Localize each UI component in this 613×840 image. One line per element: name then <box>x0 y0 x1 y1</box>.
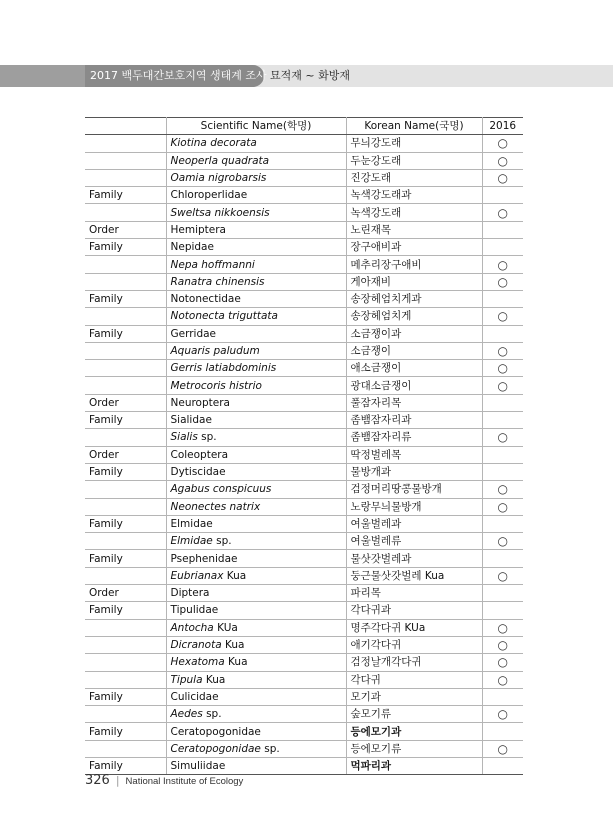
table-row <box>85 221 523 238</box>
scientific-name-cell <box>166 740 346 757</box>
scientific-name: Hemiptera <box>170 223 226 236</box>
presence-2016 <box>482 515 523 532</box>
scientific-name: Notonectidae <box>170 293 241 306</box>
scientific-name-cell <box>166 550 346 567</box>
taxon-rank <box>85 619 166 636</box>
taxon-rank <box>85 740 166 757</box>
taxon-rank <box>85 204 166 221</box>
scientific-name-cell <box>166 619 346 636</box>
taxon-rank: Family <box>85 187 166 204</box>
scientific-name-cell <box>166 481 346 498</box>
table-row <box>85 481 523 498</box>
korean-name: 각다귀 <box>346 671 482 688</box>
taxon-rank: Family <box>85 325 166 342</box>
taxon-rank: Order <box>85 446 166 463</box>
scientific-name: Antocha <box>170 621 214 634</box>
presence-2016: ○ <box>482 481 523 498</box>
taxon-rank <box>85 152 166 169</box>
institute-name: National Institute of Ecology <box>125 776 244 787</box>
taxon-rank: Family <box>85 290 166 307</box>
table-row <box>85 377 523 394</box>
table-row <box>85 688 523 705</box>
presence-2016: ○ <box>482 377 523 394</box>
presence-2016 <box>482 221 523 238</box>
scientific-name: Chloroperlidae <box>170 189 248 202</box>
presence-2016 <box>482 585 523 602</box>
taxon-rank <box>85 169 166 186</box>
korean-name: 각다귀과 <box>346 602 482 619</box>
presence-2016: ○ <box>482 273 523 290</box>
korean-name: 등에모기류 <box>346 740 482 757</box>
presence-2016: ○ <box>482 308 523 325</box>
table-row <box>85 446 523 463</box>
presence-2016 <box>482 187 523 204</box>
taxon-rank: Family <box>85 515 166 532</box>
table-row <box>85 706 523 723</box>
korean-name: 물방개과 <box>346 463 482 480</box>
presence-2016: ○ <box>482 169 523 186</box>
korean-name: 딱정벌레목 <box>346 446 482 463</box>
korean-name: 녹색강도래과 <box>346 187 482 204</box>
korean-name: 여울벌레류 <box>346 533 482 550</box>
presence-2016 <box>482 290 523 307</box>
scientific-name-qualifier: sp. <box>197 431 217 444</box>
scientific-name: Kiotina decorata <box>170 137 257 150</box>
footer-separator: | <box>115 774 120 787</box>
scientific-name-cell <box>166 290 346 307</box>
korean-name: 좀뱀잠자리과 <box>346 412 482 429</box>
scientific-name-cell <box>166 463 346 480</box>
presence-2016: ○ <box>482 342 523 359</box>
scientific-name: Aedes <box>170 708 203 721</box>
presence-2016 <box>482 394 523 411</box>
scientific-name-cell <box>166 239 346 256</box>
taxon-rank <box>85 360 166 377</box>
scientific-name: Ceratopogonidae <box>170 725 261 738</box>
scientific-name: Dicranota <box>170 639 222 652</box>
scientific-name: Neonectes natrix <box>170 500 261 513</box>
table-row <box>85 360 523 377</box>
presence-2016 <box>482 602 523 619</box>
scientific-name-cell <box>166 706 346 723</box>
korean-name: 풀잠자리목 <box>346 394 482 411</box>
taxon-rank: Family <box>85 550 166 567</box>
presence-2016: ○ <box>482 360 523 377</box>
scientific-name-cell <box>166 325 346 342</box>
taxon-rank: Family <box>85 602 166 619</box>
scientific-name: Elmidae <box>170 535 213 548</box>
taxon-rank <box>85 273 166 290</box>
korean-name: 파리목 <box>346 585 482 602</box>
scientific-name-cell <box>166 429 346 446</box>
table-row <box>85 342 523 359</box>
running-header <box>0 65 613 87</box>
taxon-rank <box>85 671 166 688</box>
korean-name: 모기과 <box>346 688 482 705</box>
korean-name: 노랑무늬물방개 <box>346 498 482 515</box>
scientific-name-qualifier: sp. <box>202 708 222 721</box>
scientific-name-qualifier: KUa <box>213 621 238 634</box>
korean-name: 검정머리땅콩물방개 <box>346 481 482 498</box>
scientific-name-qualifier: sp. <box>260 742 280 755</box>
korean-name: 노린재목 <box>346 221 482 238</box>
species-table <box>85 117 523 775</box>
scientific-name: Notonecta triguttata <box>170 310 278 323</box>
scientific-name: Culicidae <box>170 690 219 703</box>
taxon-rank <box>85 706 166 723</box>
presence-2016: ○ <box>482 533 523 550</box>
taxon-rank <box>85 256 166 273</box>
korean-name: 검정날개각다귀 <box>346 654 482 671</box>
table-row <box>85 671 523 688</box>
scientific-name: Metrocoris histrio <box>170 379 262 392</box>
table-row <box>85 412 523 429</box>
taxon-rank: Family <box>85 757 166 774</box>
presence-2016: ○ <box>482 135 523 152</box>
scientific-name: Oamia nigrobarsis <box>170 172 267 185</box>
table-row <box>85 498 523 515</box>
presence-2016: ○ <box>482 619 523 636</box>
scientific-name: Neuroptera <box>170 396 230 409</box>
scientific-name: Tipulidae <box>170 604 219 617</box>
table-row <box>85 585 523 602</box>
scientific-name-qualifier: Kua <box>221 639 245 652</box>
table-row <box>85 515 523 532</box>
table-row <box>85 619 523 636</box>
table-row <box>85 654 523 671</box>
presence-2016 <box>482 550 523 567</box>
scientific-name-cell <box>166 498 346 515</box>
presence-2016 <box>482 688 523 705</box>
presence-2016: ○ <box>482 256 523 273</box>
page-number: 326 <box>85 773 110 788</box>
table-row <box>85 308 523 325</box>
taxon-rank <box>85 636 166 653</box>
taxon-rank <box>85 342 166 359</box>
korean-name: 소금쟁이과 <box>346 325 482 342</box>
scientific-name: Dytiscidae <box>170 466 226 479</box>
table-row <box>85 394 523 411</box>
scientific-name-cell <box>166 654 346 671</box>
scientific-name: Sialis <box>170 431 198 444</box>
table-row <box>85 636 523 653</box>
scientific-name-cell <box>166 152 346 169</box>
scientific-name-cell <box>166 602 346 619</box>
page-footer <box>85 773 243 788</box>
taxon-rank <box>85 308 166 325</box>
korean-name: 장구애비과 <box>346 239 482 256</box>
presence-2016 <box>482 325 523 342</box>
table-row <box>85 273 523 290</box>
scientific-name: Gerris latiabdominis <box>170 362 277 375</box>
korean-name: 송장헤엄치게 <box>346 308 482 325</box>
scientific-name-cell <box>166 394 346 411</box>
presence-2016: ○ <box>482 204 523 221</box>
korean-name: 여울벌레과 <box>346 515 482 532</box>
scientific-name: Tipula <box>170 673 203 686</box>
scientific-name-cell <box>166 169 346 186</box>
scientific-name-cell <box>166 671 346 688</box>
scientific-name: Simuliidae <box>170 760 226 773</box>
scientific-name-cell <box>166 256 346 273</box>
presence-2016 <box>482 412 523 429</box>
presence-2016 <box>482 446 523 463</box>
scientific-name: Nepidae <box>170 241 214 254</box>
presence-2016 <box>482 723 523 740</box>
section-title <box>270 65 350 87</box>
korean-name: 무늬강도래 <box>346 135 482 152</box>
taxon-rank: Order <box>85 585 166 602</box>
scientific-name-cell <box>166 308 346 325</box>
korean-name: 둥근물삿갓벌레 Kua <box>346 567 482 584</box>
table-row <box>85 239 523 256</box>
korean-name: 진강도래 <box>346 169 482 186</box>
scientific-name: Sialidae <box>170 414 212 427</box>
presence-2016: ○ <box>482 567 523 584</box>
korean-name: 명주각다귀 KUa <box>346 619 482 636</box>
scientific-name: Ceratopogonidae <box>170 742 261 755</box>
taxon-rank <box>85 135 166 152</box>
taxon-rank <box>85 567 166 584</box>
taxon-rank: Order <box>85 221 166 238</box>
taxon-rank <box>85 533 166 550</box>
scientific-name: Agabus conspicuus <box>170 483 272 496</box>
presence-2016: ○ <box>482 636 523 653</box>
table-row <box>85 152 523 169</box>
table-row <box>85 187 523 204</box>
presence-2016 <box>482 757 523 774</box>
scientific-name-qualifier: Kua <box>202 673 226 686</box>
scientific-name-cell <box>166 567 346 584</box>
scientific-name: Elmidae <box>170 517 213 530</box>
taxon-rank <box>85 377 166 394</box>
scientific-name-cell <box>166 688 346 705</box>
korean-name: 소금쟁이 <box>346 342 482 359</box>
section-end: 화방재 <box>318 69 350 82</box>
korean-name: 메추리장구애비 <box>346 256 482 273</box>
korean-name: 숲모기류 <box>346 706 482 723</box>
presence-2016: ○ <box>482 671 523 688</box>
scientific-name-qualifier: sp. <box>212 535 232 548</box>
col-header-korean-name: Korean Name(국명) <box>346 118 482 135</box>
scientific-name: Psephenidae <box>170 552 238 565</box>
section-start: 묘적재 <box>270 69 302 82</box>
scientific-name-cell <box>166 446 346 463</box>
table-row <box>85 290 523 307</box>
table-row <box>85 325 523 342</box>
korean-name: 물삿갓벌레과 <box>346 550 482 567</box>
taxon-rank <box>85 498 166 515</box>
scientific-name-cell <box>166 187 346 204</box>
scientific-name-cell <box>166 377 346 394</box>
table-row <box>85 429 523 446</box>
scientific-name-cell <box>166 342 346 359</box>
presence-2016 <box>482 463 523 480</box>
table-row <box>85 204 523 221</box>
table-row <box>85 550 523 567</box>
presence-2016: ○ <box>482 152 523 169</box>
korean-name: 좀뱀잠자리류 <box>346 429 482 446</box>
table-row <box>85 169 523 186</box>
table-row <box>85 602 523 619</box>
korean-name: 애소금쟁이 <box>346 360 482 377</box>
scientific-name: Nepa hoffmanni <box>170 258 255 271</box>
section-tilde: ~ <box>305 69 315 82</box>
scientific-name-cell <box>166 515 346 532</box>
presence-2016: ○ <box>482 429 523 446</box>
taxon-rank: Family <box>85 688 166 705</box>
table-row <box>85 740 523 757</box>
scientific-name-cell <box>166 273 346 290</box>
scientific-name-cell <box>166 360 346 377</box>
scientific-name-qualifier: Kua <box>223 569 247 582</box>
taxon-rank: Family <box>85 463 166 480</box>
presence-2016: ○ <box>482 654 523 671</box>
presence-2016 <box>482 239 523 256</box>
korean-name: 두눈강도래 <box>346 152 482 169</box>
korean-name: 광대소금쟁이 <box>346 377 482 394</box>
scientific-name: Sweltsa nikkoensis <box>170 206 270 219</box>
taxon-rank <box>85 481 166 498</box>
scientific-name: Coleoptera <box>170 448 229 461</box>
scientific-name-qualifier: Kua <box>224 656 248 669</box>
table-row <box>85 533 523 550</box>
korean-name: 녹색강도래 <box>346 204 482 221</box>
taxon-rank <box>85 429 166 446</box>
korean-name: 송장헤엄치게과 <box>346 290 482 307</box>
table-body <box>85 135 523 775</box>
col-header-rank <box>85 118 166 135</box>
scientific-name-cell <box>166 533 346 550</box>
table-row <box>85 463 523 480</box>
scientific-name: Gerridae <box>170 327 217 340</box>
scientific-name-cell <box>166 723 346 740</box>
korean-name: 등에모기과 <box>346 723 482 740</box>
scientific-name: Diptera <box>170 587 210 600</box>
presence-2016: ○ <box>482 706 523 723</box>
taxon-rank: Family <box>85 412 166 429</box>
scientific-name-cell <box>166 412 346 429</box>
korean-name: 애기각다귀 <box>346 636 482 653</box>
taxon-rank: Order <box>85 394 166 411</box>
scientific-name-cell <box>166 135 346 152</box>
korean-name: 먹파리과 <box>346 757 482 774</box>
table-header-row <box>85 118 523 135</box>
col-header-2016: 2016 <box>482 118 523 135</box>
table-row <box>85 723 523 740</box>
table-row <box>85 256 523 273</box>
scientific-name-cell <box>166 636 346 653</box>
korean-name: 게아재비 <box>346 273 482 290</box>
scientific-name-cell <box>166 221 346 238</box>
scientific-name: Aquaris paludum <box>170 345 260 357</box>
scientific-name-cell <box>166 585 346 602</box>
scientific-name-cell <box>166 204 346 221</box>
taxon-rank: Family <box>85 723 166 740</box>
table-row <box>85 567 523 584</box>
table-row <box>85 135 523 152</box>
report-title: 2017 백두대간보호지역 생태계 조사 <box>90 69 267 82</box>
scientific-name: Hexatoma <box>170 656 225 669</box>
taxon-rank: Family <box>85 239 166 256</box>
taxon-rank <box>85 654 166 671</box>
presence-2016: ○ <box>482 498 523 515</box>
scientific-name: Eubrianax <box>170 569 224 582</box>
scientific-name: Neoperla quadrata <box>170 154 270 167</box>
header-accent-block <box>0 65 85 87</box>
scientific-name: Ranatra chinensis <box>170 275 265 288</box>
col-header-scientific-name: Scientific Name(학명) <box>166 118 346 135</box>
presence-2016: ○ <box>482 740 523 757</box>
